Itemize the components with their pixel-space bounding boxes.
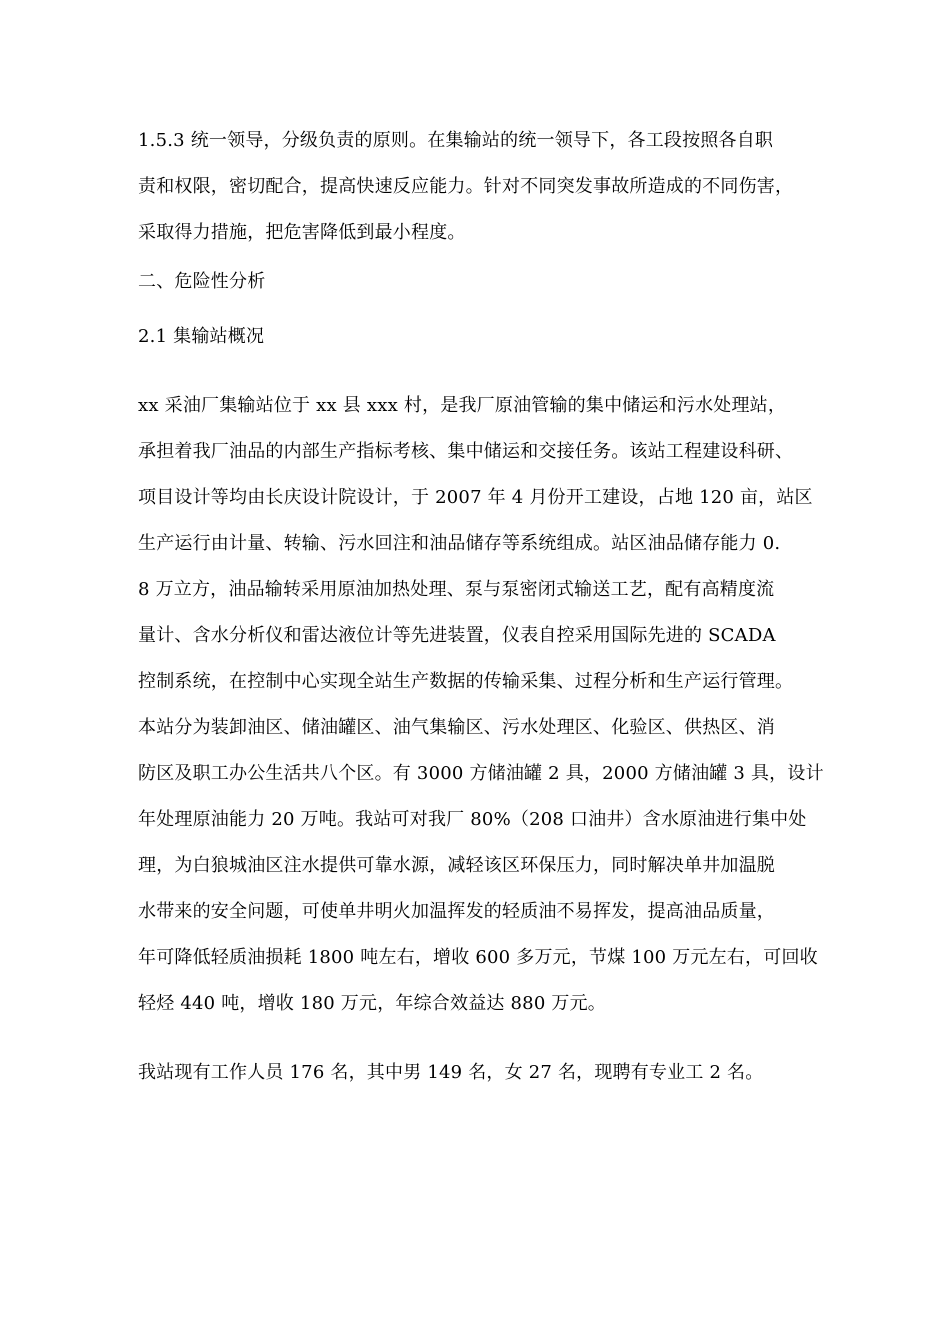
paragraph-2-line-11: 理，为白狼城油区注水提供可靠水源，减轻该区环保压力，同时解决单井加温脱 xyxy=(138,855,775,876)
section-heading: 二、危险性分析 xyxy=(138,271,266,292)
paragraph-2-line-2: 承担着我厂油品的内部生产指标考核、集中储运和交接任务。该站工程建设科研、 xyxy=(138,441,794,462)
paragraph-2-line-13: 年可降低轻质油损耗 1800 吨左右，增收 600 多万元，节煤 100 万元左右，可回收 xyxy=(138,947,818,968)
paragraph-2-line-12: 水带来的安全问题，可使单井明火加温挥发的轻质油不易挥发，提高油品质量， xyxy=(138,901,775,922)
paragraph-3-line-1: 我站现有工作人员 176 名，其中男 149 名，女 27 名，现聘有专业工 2 名。 xyxy=(138,1062,764,1083)
paragraph-2-line-9: 防区及职工办公生活共八个区。有 3000 方储油罐 2 具，2000 方储油罐 3 具，设计 xyxy=(138,763,824,784)
subsection-heading: 2.1 集输站概况 xyxy=(138,326,265,347)
paragraph-2-line-7: 控制系统，在控制中心实现全站生产数据的传输采集、过程分析和生产运行管理。 xyxy=(138,671,794,692)
paragraph-1-line-1: 1.5.3 统一领导，分级负责的原则。在集输站的统一领导下，各工段按照各自职 xyxy=(138,130,774,151)
paragraph-2-line-5: 8 万立方，油品输转采用原油加热处理、泵与泵密闭式输送工艺，配有高精度流 xyxy=(138,579,775,600)
paragraph-2-line-1: xx 采油厂集输站位于 xx 县 xxx 村，是我厂原油管输的集中储运和污水处理站， xyxy=(138,395,787,416)
paragraph-2-line-6: 量计、含水分析仪和雷达液位计等先进装置，仪表自控采用国际先进的 SCADA xyxy=(138,625,776,646)
paragraph-2-line-3: 项目设计等均由长庆设计院设计，于 2007 年 4 月份开工建设，占地 120 亩，站区 xyxy=(138,487,813,508)
paragraph-1-line-2: 责和权限，密切配合，提高快速反应能力。针对不同突发事故所造成的不同伤害， xyxy=(138,176,794,197)
paragraph-1-line-3: 采取得力措施，把危害降低到最小程度。 xyxy=(138,222,466,243)
paragraph-2-line-8: 本站分为装卸油区、储油罐区、油气集输区、污水处理区、化验区、供热区、消 xyxy=(138,717,775,738)
paragraph-2-line-4: 生产运行由计量、转输、污水回注和油品储存等系统组成。站区油品储存能力 0. xyxy=(138,533,781,554)
paragraph-2-line-10: 年处理原油能力 20 万吨。我站可对我厂 80%（208 口油井）含水原油进行集中处 xyxy=(138,809,807,830)
paragraph-2-line-14: 轻烃 440 吨，增收 180 万元，年综合效益达 880 万元。 xyxy=(138,993,606,1014)
